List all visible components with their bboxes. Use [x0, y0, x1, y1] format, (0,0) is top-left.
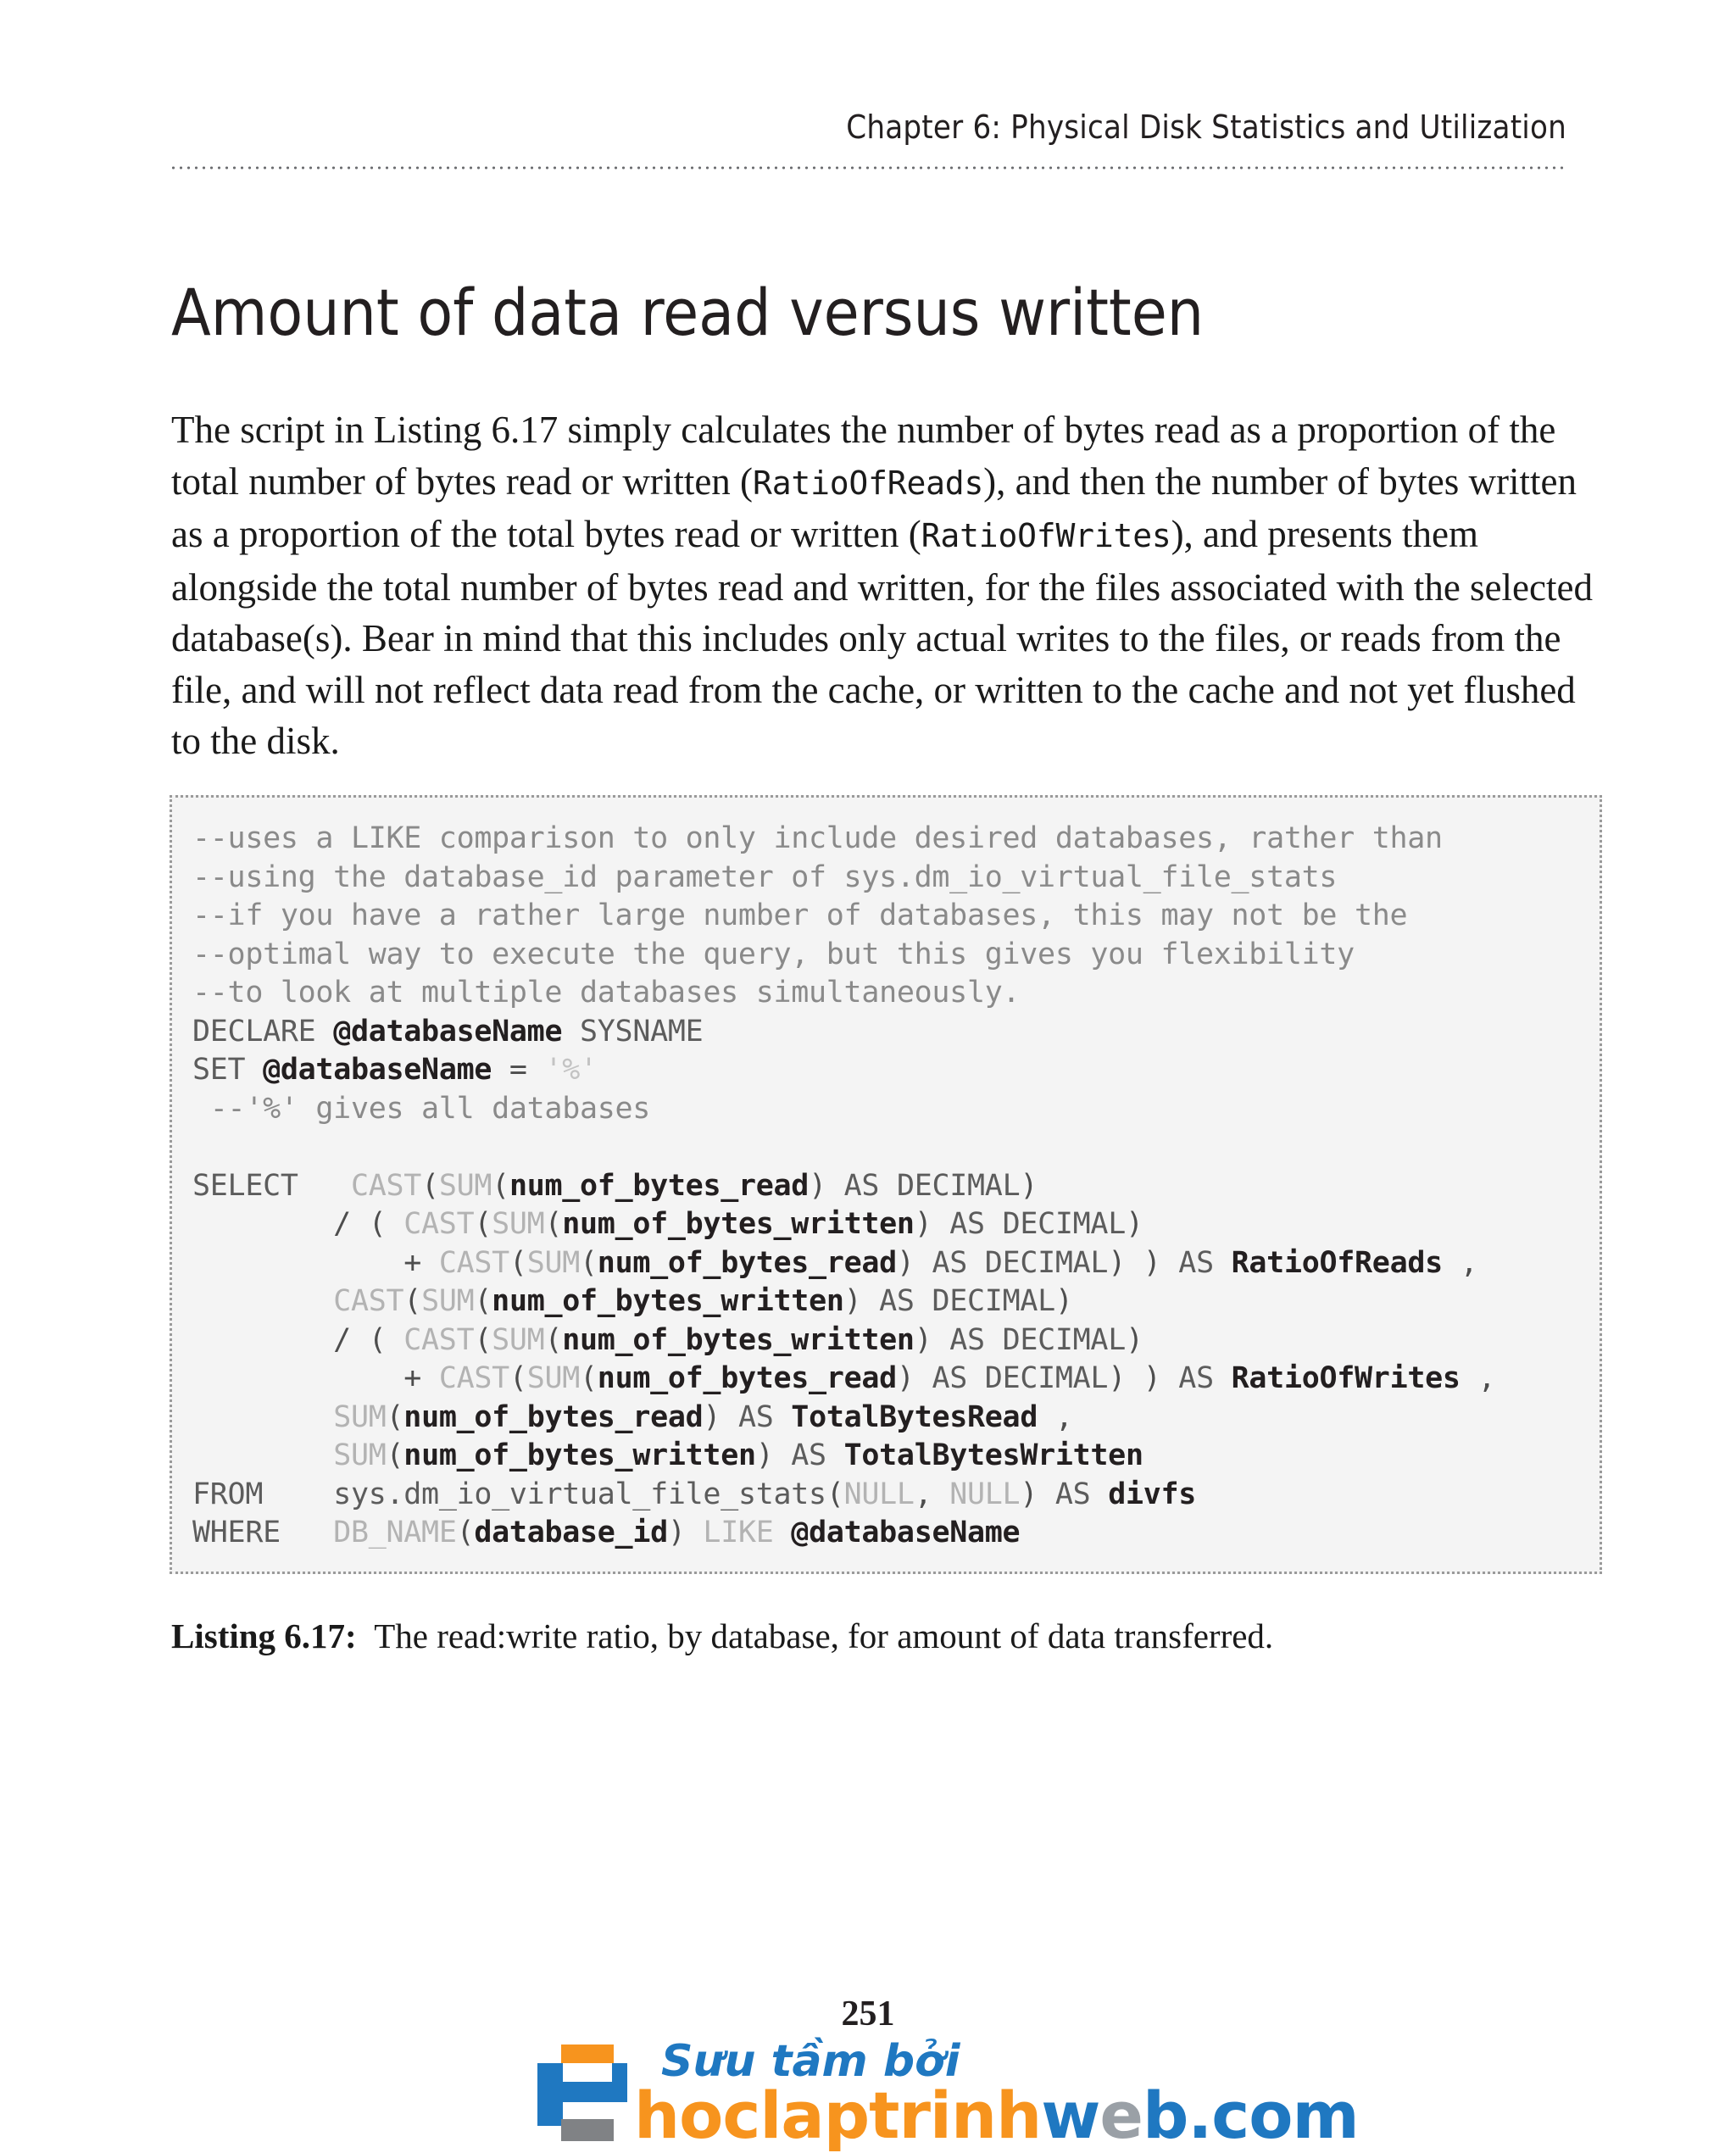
code-line: --'%' gives all databases: [192, 1091, 651, 1126]
watermark-tagline: Sưu tầm bởi: [661, 2036, 960, 2087]
code-line: SUM(num_of_bytes_read) AS TotalBytesRead ,: [333, 1399, 1073, 1434]
listing-caption-text: The read:write ratio, by database, for amount of data transferred.: [374, 1616, 1274, 1655]
page-number: 251: [841, 1994, 895, 2033]
logo-counter: [563, 2063, 612, 2082]
inline-code-ratio-of-writes: RatioOfWrites: [921, 517, 1171, 554]
watermark-domain-e: e: [1099, 2078, 1143, 2153]
code-line: + CAST(SUM(num_of_bytes_read) AS DECIMAL) ) AS RatioOfWrites ,: [192, 1361, 1496, 1395]
watermark-domain-part1: hoclaptrinh: [634, 2078, 1042, 2153]
code-line: --to look at multiple databases simultaneously.: [192, 976, 1021, 1010]
body-paragraph: [171, 404, 1604, 767]
code-line: SUM(num_of_bytes_written) AS TotalBytesWritten: [333, 1438, 1143, 1472]
watermark: [536, 2036, 1359, 2153]
watermark-domain: [634, 2078, 1359, 2153]
header-dotted-rule: [170, 166, 1566, 170]
logo-gray-bar: [561, 2119, 614, 2141]
running-head: Chapter 6: Physical Disk Statistics and Utilization: [846, 108, 1566, 146]
code-line: CAST(SUM(num_of_bytes_written) AS DECIMAL): [333, 1284, 1073, 1318]
code-line: SET @databaseName = '%': [192, 1053, 598, 1087]
code-line: / ( CAST(SUM(num_of_bytes_written) AS DECIMAL): [192, 1322, 1143, 1357]
code-line: WHERE DB_NAME(database_id) LIKE @databaseName: [192, 1516, 1021, 1549]
body-text-part3: ), and presents them alongside the total number of bytes read and written, for the files associated with the selected database(s). Bear in mind that this includes only actual writes to the files, or reads from the file, and will not reflect data read from the cache, or written to the cache and not yet flushed to the disk.: [171, 513, 1593, 762]
watermark-domain-w: w: [1041, 2078, 1100, 2153]
logo-blue-stem: [537, 2092, 563, 2126]
code-line: --uses a LIKE comparison to only include desired databases, rather than: [192, 821, 1443, 855]
body-text-part1: The script in Listing 6.17 simply calculates the number of bytes read as a proportion of the total number of bytes read or written (: [171, 409, 1556, 503]
watermark-domain-tail: b.com: [1142, 2078, 1359, 2153]
code-listing-block: [170, 795, 1602, 1574]
inline-code-ratio-of-reads: RatioOfReads: [753, 464, 984, 502]
code-line: FROM sys.dm_io_virtual_file_stats(NULL, NULL) AS divfs: [192, 1477, 1197, 1511]
code-line-blank: [192, 1128, 1600, 1167]
code-line: --if you have a rather large number of databases, this may not be the: [192, 898, 1408, 932]
listing-caption-label: Listing 6.17:: [171, 1616, 357, 1655]
code-line: --using the database_id parameter of sys.dm_io_virtual_file_stats: [192, 860, 1338, 894]
code-line: DECLARE @databaseName SYSNAME: [192, 1014, 704, 1049]
body-text-part2: ), and then the number of bytes written as a proportion of the total bytes read or written (: [171, 459, 1577, 555]
code-line: SELECT CAST(SUM(num_of_bytes_read) AS DECIMAL): [192, 1168, 1038, 1203]
section-heading: Amount of data read versus written: [171, 274, 1205, 350]
code-line: / ( CAST(SUM(num_of_bytes_written) AS DECIMAL): [192, 1207, 1143, 1241]
listing-caption: [171, 1613, 1612, 1659]
code-line: + CAST(SUM(num_of_bytes_read) AS DECIMAL) ) AS RatioOfReads ,: [192, 1245, 1478, 1280]
code-line: --optimal way to execute the query, but this gives you flexibility: [192, 937, 1355, 971]
watermark-logo-icon: [536, 2041, 636, 2141]
